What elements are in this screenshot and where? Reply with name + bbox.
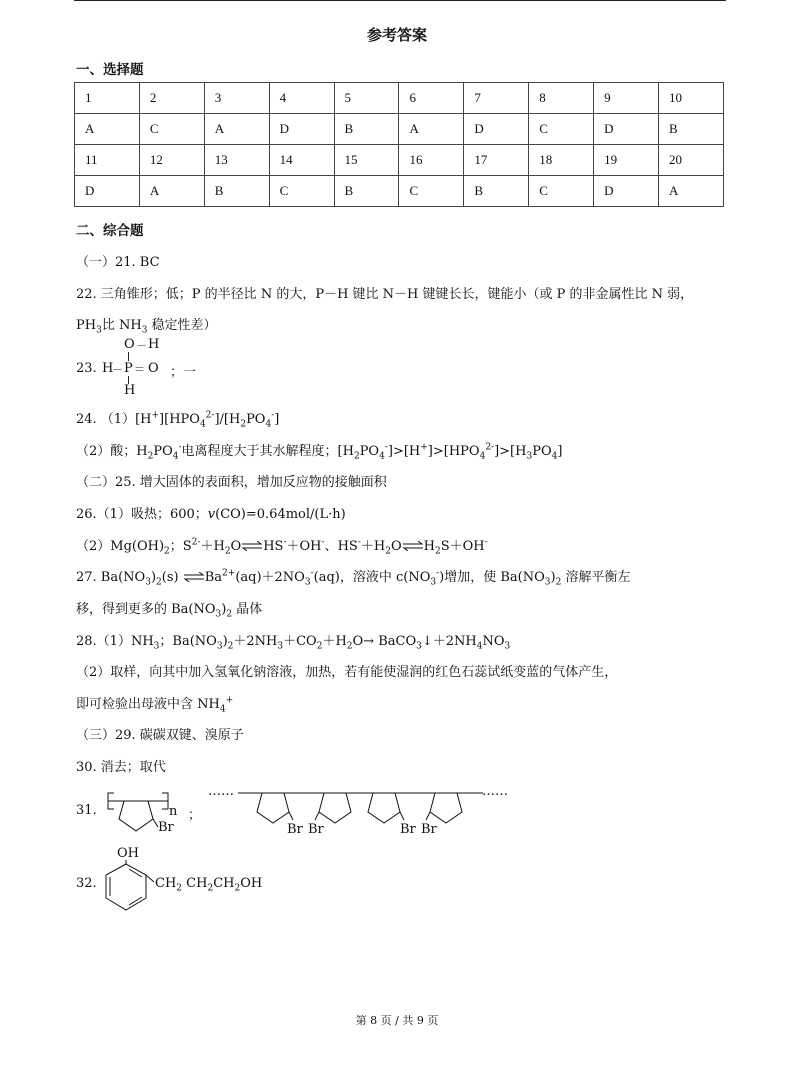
answer-24-part1: 24. $(1)[H^+][HPO_4^{2-}]/[H_2PO_4^-]$ [76,410,280,430]
table-cell: 4 [269,83,334,114]
page-title: 参考答案 [366,26,427,44]
table-cell: D [594,114,659,145]
atom-h-top: H [148,337,160,352]
table-cell: 13 [204,145,269,176]
table-cell: 19 [594,145,659,176]
table-cell: D [464,114,529,145]
table-cell: C [269,176,334,207]
br-label-4: Br [421,822,437,837]
side-chain-label: $CH_2$ $CH_2CH_2OH$ [155,876,263,894]
atom-o-top: O [124,337,135,352]
table-cell: C [399,176,464,207]
table-cell: 5 [334,83,399,114]
atom-p: P [124,361,133,376]
table-cell: 11 [75,145,140,176]
table-cell: C [529,176,594,207]
answer-22-line2: $PH_3$比 $NH_3$ 稳定性差） [76,318,217,336]
table-row [75,145,724,176]
table-cell: 15 [334,145,399,176]
table-cell: 7 [464,83,529,114]
br-label-2: Br [308,822,324,837]
table-cell: B [334,176,399,207]
answer-25: （二）25. 增大固体的表面积，增加反应物的接触面积 [76,475,387,490]
table-cell: 1 [75,83,140,114]
atom-h-bottom: H [124,383,136,398]
answer-27-line2: 移，得到更多的 $Ba(NO_3)_2$ 晶体 [76,602,263,620]
br-label-3: Br [400,822,416,837]
answer-31-separator: ； [188,808,202,823]
answer-26-part2: $(2)Mg(OH)_2$；$S^{2-}+H_2O$ HS-＋OH-、$HS^-+H_2O$ $H_2S+OH^-$ [76,537,488,557]
answer-31-number: 31. [76,803,97,818]
table-cell: D [269,114,334,145]
table-cell: 2 [139,83,204,114]
table-cell: C [139,114,204,145]
answers-table [74,82,724,207]
chain-dots-left: …… [208,784,234,799]
table-cell: 8 [529,83,594,114]
table-cell: B [464,176,529,207]
header-rule [74,0,726,1]
answer-27-line1: 27. $Ba(NO_3)_2(s)$ $Ba^{2+}(aq)+2NO_3^-(aq)$，溶液中 $c(NO_3^-)$增加，使 $Ba(NO_3)_2$ 溶解平衡左 [76,568,631,588]
table-cell: 10 [659,83,724,114]
table-cell: A [139,176,204,207]
table-row [75,176,724,207]
repeat-n-label: n [169,804,178,819]
answer-22-line1: 22. 三角锥形；低；P 的半径比 N 的大，P－H 键比 N－H 键键长长，键能小（或 P 的非金属性比 N 弱， [76,287,694,302]
table-row [75,83,724,114]
table-cell: 3 [204,83,269,114]
answer-24-part2: （2）酸；$H_2PO_4^-$电离程度大于其水解程度；$[H_2PO_4^-]>[H^+]>[HPO_4^{2-}]>[H_3PO_4]$ [76,442,563,462]
table-cell: 17 [464,145,529,176]
table-cell: 6 [399,83,464,114]
phosphorous-acid-structure: O － H H － P ＝ O H [102,337,160,398]
table-cell: 16 [399,145,464,176]
table-cell: B [659,114,724,145]
section-heading-comprehensive: 二、综合题 [76,223,144,239]
table-cell: D [75,176,140,207]
answer-23-tail: ；一 [170,365,197,380]
table-cell: 20 [659,145,724,176]
answer-28-part1: $28.(1)NH_3$；$Ba(NO_3)_2+2NH_3+CO_2+H_2O\to$ $BaCO_3↓+2NH_4NO_3$ [76,634,511,652]
polymer-chain-structure [238,790,483,835]
table-cell: C [529,114,594,145]
table-cell: 12 [139,145,204,176]
answer-28-part3: 即可检验出母液中含 $NH_4^+$ [76,695,234,715]
page-footer: 第 8 页 / 共 9 页 [355,1014,439,1027]
answer-28-part2: （2）取样，向其中加入氢氧化钠溶液，加热，若有能使湿润的红色石蕊试纸变蓝的气体产生， [76,665,618,680]
br-label-1: Br [287,822,303,837]
table-row [75,114,724,145]
atom-h-left: H [102,361,114,376]
answer-30: 30. 消去；取代 [76,760,166,775]
table-cell: A [399,114,464,145]
hydroxyl-label: OH [117,846,139,861]
answer-29: （三）29. 碳碳双键、溴原子 [76,728,244,743]
table-cell: B [204,176,269,207]
answer-26-part1: 26.（1）吸热；600；v(CO)=0.64mol/(L·h) [76,507,346,522]
atom-o-eq: O [148,361,159,376]
table-cell: 18 [529,145,594,176]
table-cell: 14 [269,145,334,176]
benzene-ring [100,860,160,920]
br-label-monomer: Br [158,820,174,835]
answer-23-number: 23. [76,361,97,376]
table-cell: A [659,176,724,207]
answer-21: （一）21. BC [76,255,160,270]
table-cell: A [204,114,269,145]
section-heading-choice: 一、选择题 [76,62,144,78]
chain-dots-right: …… [482,784,508,799]
table-cell: B [334,114,399,145]
table-cell: 9 [594,83,659,114]
table-cell: A [75,114,140,145]
answer-32-number: 32. [76,876,97,891]
table-cell: D [594,176,659,207]
